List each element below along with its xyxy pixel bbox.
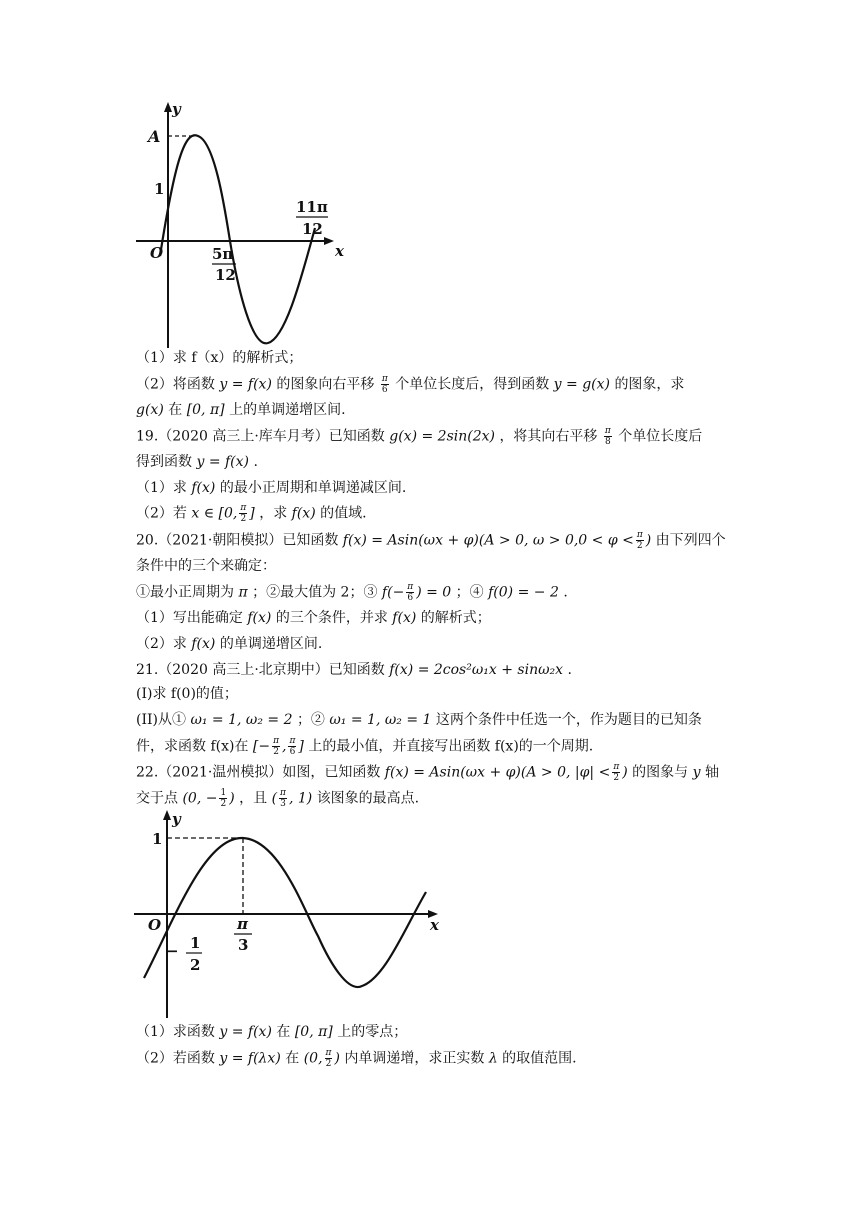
- y-intercept-denominator: 2: [190, 956, 201, 974]
- q19-part2: （2）若 x ∈ [0, $\frac{\pi}{2}$ ] ，求 f(x) 的值域.: [136, 503, 367, 524]
- sine-curve: [160, 135, 315, 343]
- q21-stem: 21.（2020 高三上·北京期中）已知函数 f(x) = 2cos²ω₁x + sinω₂x .: [136, 662, 572, 678]
- q22-stem: 22.（2021·温州模拟）如图，已知函数 f(x) = Asin(ωx + φ)(A > 0, |φ| < $\frac{\pi}{2}$ ) 的图象与 y 轴: [136, 762, 719, 783]
- q21-part2-cont: 件，求函数 f(x)在 [− $\frac{\pi}{2}$ , $\frac{\pi}{6}$ ] 上的最小值，并直接写出函数 f(x)的一个周期.: [136, 736, 594, 757]
- tick-5pi-numerator: 5π: [212, 245, 234, 263]
- x-axis-arrow: [324, 237, 334, 245]
- peak-value-label: 1: [152, 830, 163, 848]
- q18-part2: （2）将函数 y = f(x) 的图象向右平移 $\frac{\pi}{6}$ 个单位长度后，得到函数 y = g(x) 的图象，求: [136, 374, 685, 395]
- q21-part2: (II)从① ω₁ = 1, ω₂ = 2 ；② ω₁ = 1, ω₂ = 1 这两个条件中任选一个，作为题目的已知条: [136, 712, 702, 728]
- y-axis-arrow: [163, 810, 171, 820]
- q20-stem: 20.（2021·朝阳模拟）已知函数 f(x) = Asin(ωx + φ)(A > 0, ω > 0,0 < φ < $\frac{\pi}{2}$ ) 由下列四个: [136, 530, 726, 551]
- q18-part1: （1）求 f（x）的解析式；: [136, 350, 303, 366]
- y-intercept-numerator: 1: [190, 934, 201, 952]
- y-intercept-minus: −: [166, 942, 179, 960]
- q21-part1: (I)求 f(0)的值；: [136, 686, 238, 702]
- sine-graph-2: [130, 808, 450, 1020]
- y-axis-label: y: [172, 810, 181, 828]
- q22-stem-cont: 交于点 (0, − $\frac{1}{2}$ ) ，且 ( $\frac{\pi}{3}$ , 1) 该图象的最高点.: [136, 788, 420, 809]
- q18-part2-cont: g(x) 在 [0, π] 上的单调递增区间.: [136, 402, 346, 418]
- q19-stem-cont: 得到函数 y = f(x) .: [136, 454, 258, 470]
- q20-part1: （1）写出能确定 f(x) 的三个条件，并求 f(x) 的解析式；: [136, 610, 491, 626]
- sine-curve: [144, 838, 426, 987]
- tick-5pi-denominator: 12: [215, 266, 236, 284]
- tick-11pi-denominator: 12: [302, 220, 323, 238]
- q20-stem-cont: 条件中的三个来确定：: [136, 558, 276, 574]
- y-axis-arrow: [164, 102, 172, 112]
- tick-pi-denominator: 3: [238, 936, 249, 954]
- tick-11pi-numerator: 11π: [296, 198, 328, 216]
- origin-label: O: [150, 244, 164, 262]
- q19-part1: （1）求 f(x) 的最小正周期和单调递减区间.: [136, 480, 407, 496]
- amplitude-label: A: [148, 127, 161, 146]
- x-axis-label: x: [430, 916, 439, 934]
- y-axis-label: y: [172, 100, 181, 118]
- q22-part2: （2）若函数 y = f(λx) 在 (0, $\frac{\pi}{2}$ ) 内单调递增，求正实数 λ 的取值范围.: [136, 1048, 577, 1069]
- tick-pi-numerator: π: [237, 915, 248, 933]
- sine-graph-1: [130, 100, 360, 350]
- x-axis-label: x: [335, 242, 344, 260]
- q20-part2: （2）求 f(x) 的单调递增区间.: [136, 636, 323, 652]
- y-intercept-label: 1: [154, 180, 165, 198]
- q20-conditions: ①最小正周期为 π ；②最大值为 2；③ f(− $\frac{\pi}{6}$ ) = 0 ；④ f(0) = − 2 .: [136, 582, 568, 603]
- origin-label: O: [148, 916, 162, 934]
- q19-stem: 19.（2020 高三上·库车月考）已知函数 g(x) = 2sin(2x) ，将其向右平移 $\frac{\pi}{8}$ 个单位长度后: [136, 426, 703, 447]
- q22-part1: （1）求函数 y = f(x) 在 [0, π] 上的零点；: [136, 1024, 408, 1040]
